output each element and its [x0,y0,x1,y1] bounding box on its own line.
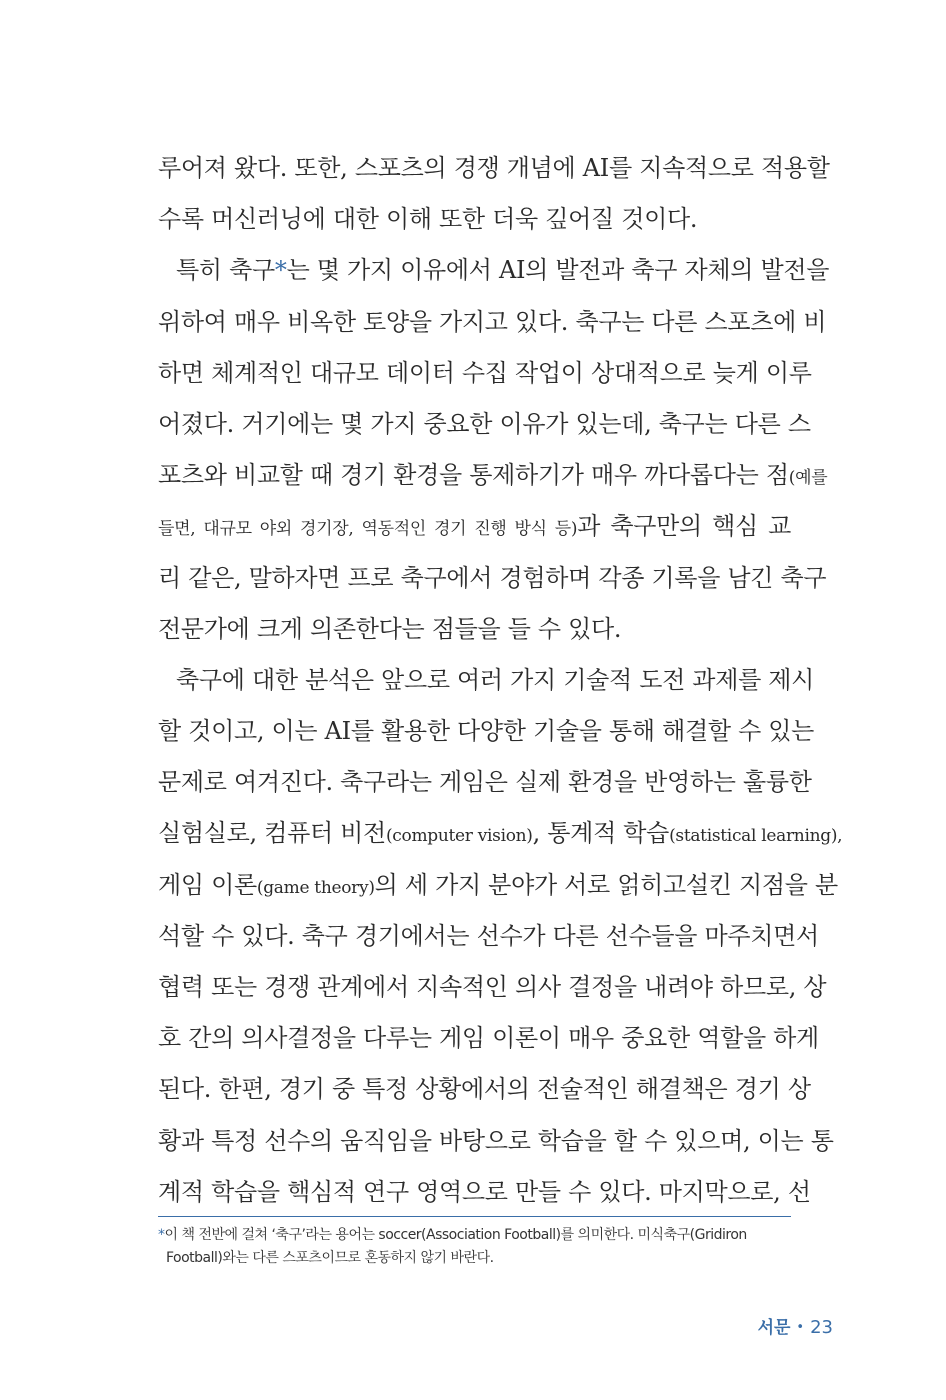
text-span: 실험실로, 컴퓨터 비전 [158,819,386,848]
footnote-marker: * [274,256,287,285]
text-line: 계적 학습을 핵심적 연구 영역으로 만들 수 있다. 마지막으로, 선 [158,1177,811,1206]
text-line: 위하여 매우 비옥한 토양을 가지고 있다. 축구는 다른 스포츠에 비 [158,307,827,336]
small-text: (computer vision) [385,826,533,847]
page-number: 23 [810,1317,833,1338]
text-line: 전문가에 크게 의존한다는 점들을 들 수 있다. [158,614,622,643]
text-span: 는 몇 가지 이유에서 AI의 발전과 축구 자체의 발전을 [286,256,830,285]
section-title: 서문 [757,1318,791,1338]
small-text: (statistical learning), [669,826,843,847]
small-text: (game theory) [256,877,375,898]
footnote-divider [158,1216,791,1217]
separator-dot: • [796,1320,805,1335]
text-line: 리 같은, 말하자면 프로 축구에서 경험하며 각종 기록을 남긴 축구 [158,563,827,592]
body-text [158,143,843,1218]
text-line: 된다. 한편, 경기 중 특정 상황에서의 전술적인 해결책은 경기 상 [158,1075,811,1104]
text-span: 의 세 가지 분야가 서로 얽히고설킨 지점을 분 [374,870,838,899]
text-line [158,245,830,296]
text-line: 할 것이고, 이는 AI를 활용한 다양한 기술을 통해 해결할 수 있는 [158,717,815,746]
text-line: 문제로 여겨진다. 축구라는 게임은 실제 환경을 반영하는 훌륭한 [158,768,812,797]
text-span: 특히 축구 [176,256,275,285]
footnote-line: Football)와는 다른 스포츠이므로 혼동하지 않기 바란다. [166,1250,494,1266]
text-line: 하면 체계적인 대규모 데이터 수집 작업이 상대적으로 늦게 이루 [158,358,812,387]
small-text: 들면, 대규모 야외 경기장, 역동적인 경기 진행 방식 등) [158,519,578,540]
text-span: 게임 이론 [158,870,257,899]
text-line: 호 간의 의사결정을 다루는 게임 이론이 매우 중요한 역할을 하게 [158,1024,819,1053]
footnote [158,1224,798,1270]
text-line: 황과 특정 선수의 움직임을 바탕으로 학습을 할 수 있으며, 이는 통 [158,1126,834,1155]
footnote-marker: * [158,1227,165,1243]
text-line: 석할 수 있다. 축구 경기에서는 선수가 다른 선수들을 마주치면서 [158,921,819,950]
footnote-text: 이 책 전반에 걸쳐 ‘축구’라는 용어는 soccer(Association Football)를 의미한다. 미식축구(Gridiron [164,1227,747,1243]
text-span: , 통계적 학습 [532,819,670,848]
text-line [158,860,838,911]
text-line: 수록 머신러닝에 대한 이해 또한 더욱 깊어질 것이다. [158,205,698,234]
footnote-line [158,1224,798,1247]
page-footer [758,1313,833,1338]
small-text: (예를 [788,468,828,489]
text-line: 어졌다. 거기에는 몇 가지 중요한 이유가 있는데, 축구는 다른 스 [158,409,811,438]
text-line [158,808,843,859]
text-span: 포츠와 비교할 때 경기 환경을 통제하기가 매우 까다롭다는 점 [158,461,789,490]
text-line: 축구에 대한 분석은 앞으로 여러 가지 기술적 도전 과제를 제시 [176,665,815,694]
text-span: 과 축구만의 핵심 교 [577,512,792,541]
text-line: 협력 또는 경쟁 관계에서 지속적인 의사 결정을 내려야 하므로, 상 [158,973,827,1001]
text-line: 루어져 왔다. 또한, 스포츠의 경쟁 개념에 AI를 지속적으로 적용할 [158,154,830,182]
text-line [158,501,791,552]
text-line [158,450,828,501]
